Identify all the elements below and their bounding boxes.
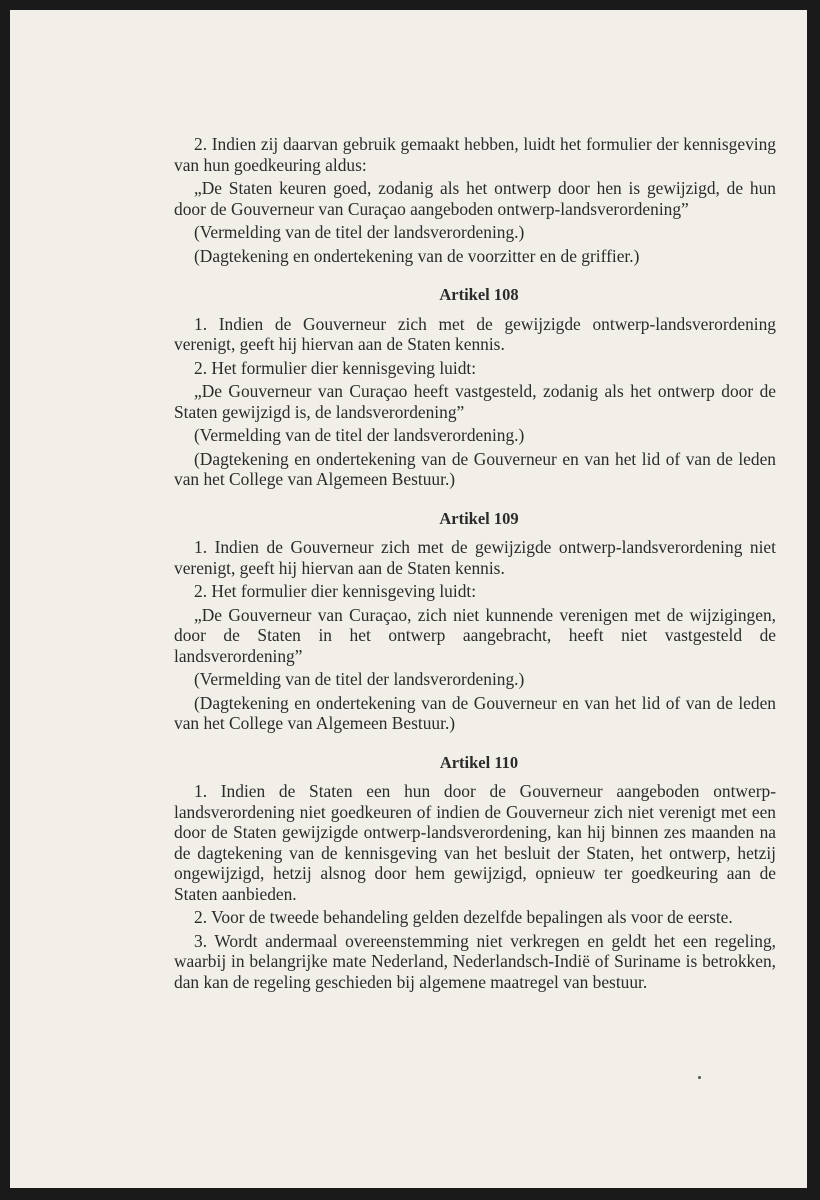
paragraph: 1. Indien de Staten een hun door de Gouverneur aangeboden ontwerp-landsverordening niet goedkeuren of indien de Gouverneur zich niet verenigt met een door de Staten gewijzigde ontwerp-landsverordening, kan hij binnen zes maanden na de dagtekening van de kennisgeving van het besluit der Staten, het ontwerp, hetzij ongewijzigd, hetzij alsnog door hem gewijzigd, opnieuw ter goedkeuring aan de Staten aanbieden.: [174, 781, 776, 904]
paragraph: 2. Indien zij daarvan gebruik gemaakt hebben, luidt het formulier der kennisgeving van hun goedkeuring aldus:: [174, 134, 776, 175]
paragraph: 1. Indien de Gouverneur zich met de gewijzigde ontwerp-landsverordening verenigt, geeft hij hiervan aan de Staten kennis.: [174, 313, 776, 354]
paragraph: „De Gouverneur van Curaçao, zich niet kunnende verenigen met de wijzigingen, door de Staten in het ontwerp aangebracht, heeft niet vastgesteld de landsverordening”: [174, 604, 776, 666]
paragraph: (Dagtekening en ondertekening van de voorzitter en de griffier.): [194, 245, 640, 266]
article-heading: Artikel 109: [439, 508, 519, 528]
paragraph: 2. Voor de tweede behandeling gelden dezelfde bepalingen als voor de eerste.: [194, 907, 733, 927]
paragraph: (Vermelding van de titel der landsverordening.): [194, 425, 525, 445]
paragraph: 2. Het formulier dier kennisgeving luidt:: [194, 357, 477, 378]
paragraph: 3. Wordt andermaal overeenstemming niet verkregen en geldt het een regeling, waarbij in belangrijke mate Nederland, Nederlandsch-Indië of Suriname is betrokken, dan kan de regeling geschieden bij algemene maatregel van bestuur.: [174, 930, 776, 992]
document-page: [10, 10, 807, 1188]
article-heading: Artikel 110: [439, 752, 519, 772]
body-text: [174, 134, 776, 995]
paragraph: 1. Indien de Gouverneur zich met de gewijzigde ontwerp-landsverordening niet verenigt, geeft hij hiervan aan de Staten kennis.: [174, 537, 776, 578]
paragraph: „De Staten keuren goed, zodanig als het ontwerp door hen is gewijzigd, de hun door de Gouverneur van Curaçao aangeboden ontwerp-landsverordening”: [174, 178, 776, 219]
paragraph: (Dagtekening en ondertekening van de Gouverneur en van het lid of van de leden van het College van Algemeen Bestuur.): [174, 448, 776, 489]
paragraph: (Vermelding van de titel der landsverordening.): [194, 669, 525, 689]
paragraph: (Vermelding van de titel der landsverordening.): [194, 222, 525, 242]
ink-speck: [698, 1076, 701, 1079]
paragraph: „De Gouverneur van Curaçao heeft vastgesteld, zodanig als het ontwerp door de Staten gewijzigd is, de landsverordening”: [174, 381, 776, 422]
paragraph: 2. Het formulier dier kennisgeving luidt:: [194, 581, 477, 601]
paragraph: (Dagtekening en ondertekening van de Gouverneur en van het lid of van de leden van het College van Algemeen Bestuur.): [174, 692, 776, 733]
article-heading: Artikel 108: [439, 285, 519, 304]
